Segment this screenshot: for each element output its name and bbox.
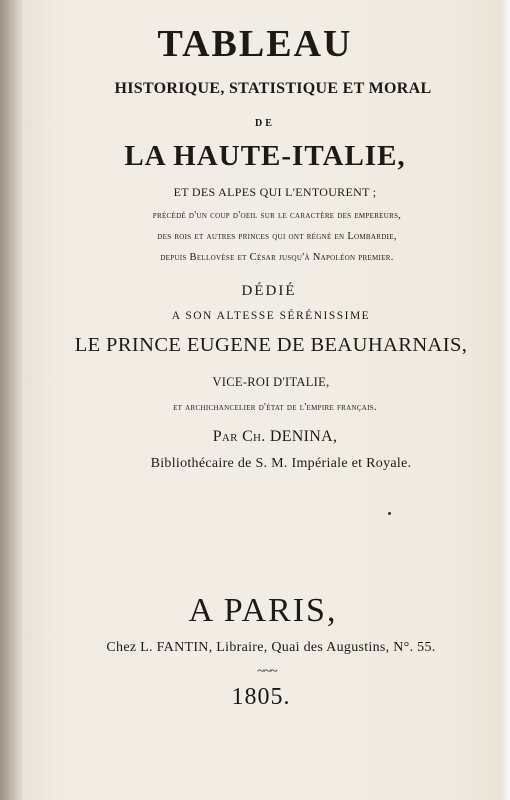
imprint-place: A PARIS, <box>188 592 338 629</box>
author-role: Bibliothécaire de S. M. Impériale et Royale. <box>150 456 412 471</box>
dedicatee-name: LE PRINCE EUGENE DE BEAUHARNAIS, <box>74 334 468 356</box>
preposition-de: DE <box>255 118 275 129</box>
imprint-publisher: Chez L. FANTIN, Libraire, Quai des Augustins, N°. 55. <box>106 640 436 655</box>
book-title: TABLEAU <box>157 23 353 65</box>
author-line: Par Ch. DENINA, <box>212 428 338 445</box>
region-title: LA HAUTE-ITALIE, <box>124 140 406 172</box>
alpes-line: ET DES ALPES QUI L'ENTOURENT ; <box>173 185 377 199</box>
dedicatee-archichancelier: et archichancelier d'état de l'empire français. <box>173 402 377 413</box>
book-subtitle: HISTORIQUE, STATISTIQUE ET MORAL <box>114 80 432 97</box>
preceded-line-2: des rois et autres princes qui ont régné en Lombardie, <box>157 231 397 242</box>
preceded-line-1: précédé d'un coup d'oeil sur le caractère des empereurs, <box>152 210 402 221</box>
preceded-line-3: depuis Bellovèse et César jusqu'à Napoléon premier. <box>160 252 394 263</box>
dedication-altesse: A SON ALTESSE SÉRÉNISSIME <box>171 310 371 322</box>
dedicatee-title: VICE-ROI D'ITALIE, <box>212 375 330 389</box>
ink-speck <box>388 512 391 515</box>
ornament-separator: ~~~ <box>257 664 277 679</box>
imprint-year: 1805. <box>231 684 291 710</box>
dedication-heading: DÉDIÉ <box>241 283 297 299</box>
